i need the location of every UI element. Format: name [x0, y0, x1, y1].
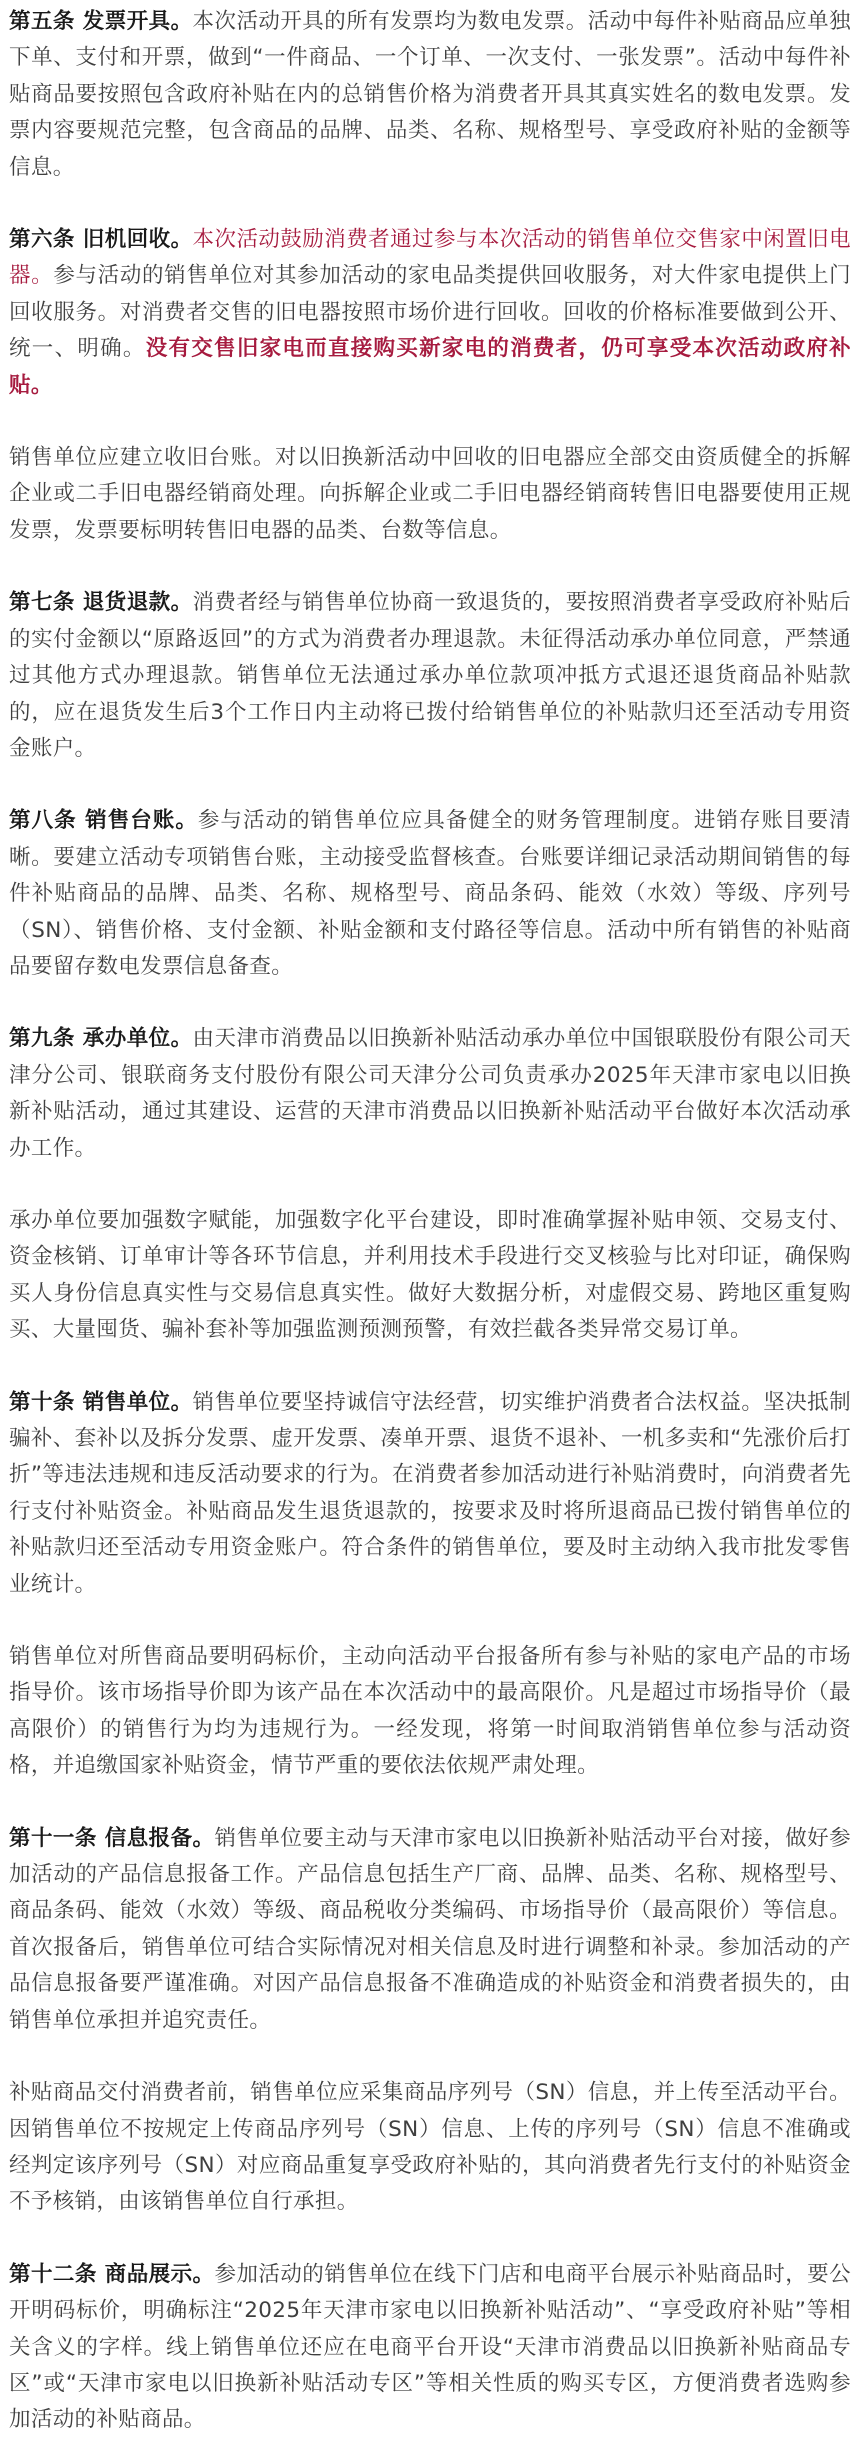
article-12-paragraph [9, 2257, 851, 2439]
article-5-text: 本次活动开具的所有发票均为数电发票。活动中每件补贴商品应单独下单、支付和开票，做到“一件商品、一个订单、一次支付、一张发票”。活动中每件补贴商品要按照包含政府补贴在内的总销售价格为消费者开具其真实姓名的数电发票。发票内容要规范完整，包含商品的品牌、品类、名称、规格型号、享受政府补贴的金额等信息。 [9, 9, 851, 180]
article-8-paragraph [9, 803, 851, 985]
article-9-paragraph-2: 承办单位要加强数字赋能，加强数字化平台建设，即时准确掌握补贴申领、交易支付、资金核销、订单审计等各环节信息，并利用技术手段进行交叉核验与比对印证，确保购买人身份信息真实性与交易信息真实性。做好大数据分析，对虚假交易、跨地区重复购买、大量囤货、骗补套补等加强监测预测预警，有效拦截各类异常交易订单。 [9, 1207, 851, 1343]
article-6-heading: 第六条 旧机回收。 [9, 227, 193, 253]
paragraph-spacer [9, 1785, 851, 1821]
paragraph-spacer [9, 2221, 851, 2257]
article-9-text: 由天津市消费品以旧换新补贴活动承办单位中国银联股份有限公司天津分公司、银联商务支付股份有限公司天津分公司负责承办2025年天津市家电以旧换新补贴活动，通过其建设、运营的天津市消费品以旧换新补贴活动平台做好本次活动承办工作。 [9, 1026, 851, 1161]
article-10-text: 销售单位要坚持诚信守法经营，切实维护消费者合法权益。坚决抵制骗补、套补以及拆分发票、虚开发票、凑单开票、退货不退补、一机多卖和“先涨价后打折”等违法违规和违反活动要求的行为。在消费者参加活动进行补贴消费时，向消费者先行支付补贴资金。补贴商品发生退货退款的，按要求及时将所退商品已拨付销售单位的补贴款归还至活动专用资金账户。符合条件的销售单位，要及时主动纳入我市批发零售业统计。 [9, 1389, 851, 1597]
article-5-heading: 第五条 发票开具。 [9, 9, 193, 34]
article-7-heading: 第七条 退货退款。 [9, 590, 193, 616]
paragraph-spacer [9, 985, 851, 1021]
article-5-paragraph [9, 4, 851, 186]
article-6-highlight: 本次活动鼓励消费者通过参与本次活动的销售单位交售家中闲置旧电器。 [9, 227, 851, 289]
article-6-paragraph-2: 销售单位应建立收旧台账。对以旧换新活动中回收的旧电器应全部交由资质健全的拆解企业或二手旧电器经销商处理。向拆解企业或二手旧电器经销商转售旧电器要使用正规发票，发票要标明转售旧电器的品类、台数等信息。 [9, 445, 851, 543]
article-7-paragraph [9, 585, 851, 767]
article-11-paragraph-2: 补贴商品交付消费者前，销售单位应采集商品序列号（SN）信息，并上传至活动平台。因销售单位不按规定上传商品序列号（SN）信息、上传的序列号（SN）信息不准确或经判定该序列号（SN）对应商品重复享受政府补贴的，其向消费者先行支付的补贴资金不予核销，由该销售单位自行承担。 [9, 2080, 851, 2215]
paragraph-spacer [9, 186, 851, 222]
article-8-text: 参与活动的销售单位应具备健全的财务管理制度。进销存账目要清晰。要建立活动专项销售台账，主动接受监督核查。台账要详细记录活动期间销售的每件补贴商品的品牌、品类、名称、规格型号、商品条码、能效（水效）等级、序列号（SN）、销售价格、支付金额、补贴金额和支付路径等信息。活动中所有销售的补贴商品要留存数电发票信息备查。 [9, 808, 851, 979]
article-6-emphasis: 没有交售旧家电而直接购买新家电的消费者，仍可享受本次活动政府补贴。 [9, 336, 851, 398]
article-9-heading: 第九条 承办单位。 [9, 1026, 193, 1052]
article-12-heading: 第十二条 商品展示。 [9, 2261, 215, 2287]
paragraph-spacer [9, 1349, 851, 1385]
article-10-heading: 第十条 销售单位。 [9, 1389, 193, 1415]
article-11-text: 销售单位要主动与天津市家电以旧换新补贴活动平台对接，做好参加活动的产品信息报备工作。产品信息包括生产厂商、品牌、品类、名称、规格型号、商品条码、能效（水效）等级、商品税收分类编码、市场指导价（最高限价）等信息。首次报备后，销售单位可结合实际情况对相关信息及时进行调整和补录。参加活动的产品信息报备要严谨准确。对因产品信息报备不准确造成的补贴资金和消费者损失的，由销售单位承担并追究责任。 [9, 1825, 851, 2033]
article-6-paragraph [9, 222, 851, 404]
article-9-paragraph [9, 1021, 851, 1167]
article-7-text: 消费者经与销售单位协商一致退货的，要按照消费者享受政府补贴后的实付金额以“原路返回”的方式为消费者办理退款。未征得活动承办单位同意，严禁通过其他方式办理退款。销售单位无法通过承办单位款项冲抵方式退还退货商品补贴款的，应在退货发生后3个工作日内主动将已拨付给销售单位的补贴款归还至活动专用资金账户。 [9, 590, 851, 761]
paragraph-spacer [9, 2039, 851, 2075]
article-6-text: 参与活动的销售单位对其参加活动的家电品类提供回收服务，对大件家电提供上门回收服务。对消费者交售的旧电器按照市场价进行回收。回收的价格标准要做到公开、统一、明确。 [9, 263, 852, 362]
paragraph-spacer [9, 767, 851, 803]
paragraph-spacer [9, 404, 851, 440]
article-12-text: 参加活动的销售单位在线下门店和电商平台展示补贴商品时，要公开明码标价，明确标注“2025年天津市家电以旧换新补贴活动”、“享受政府补贴”等相关含义的字样。线上销售单位还应在电商平台开设“天津市消费品以旧换新补贴商品专区”或“天津市家电以旧换新补贴活动专区”等相关性质的购买专区，方便消费者选购参加活动的补贴商品。 [9, 2261, 851, 2433]
paragraph-spacer [9, 1603, 851, 1639]
article-11-heading: 第十一条 信息报备。 [9, 1825, 215, 1851]
article-11-paragraph [9, 1821, 851, 2039]
paragraph-spacer [9, 1167, 851, 1203]
article-10-paragraph [9, 1385, 851, 1603]
article-10-paragraph-2: 销售单位对所售商品要明码标价，主动向活动平台报备所有参与补贴的家电产品的市场指导价。该市场指导价即为该产品在本次活动中的最高限价。凡是超过市场指导价（最高限价）的销售行为均为违规行为。一经发现，将第一时间取消销售单位参与活动资格，并追缴国家补贴资金，情节严重的要依法依规严肃处理。 [9, 1644, 851, 1779]
article-8-heading: 第八条 销售台账。 [9, 808, 198, 834]
paragraph-spacer [9, 549, 851, 585]
